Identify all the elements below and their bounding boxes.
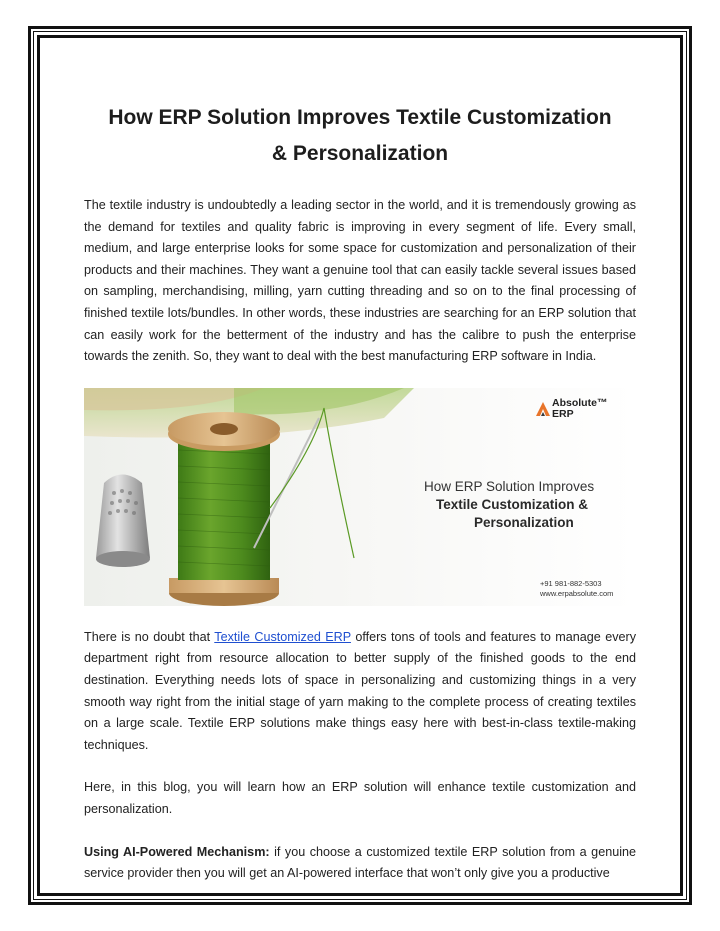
logo-text-line-2: ERP [552,407,574,420]
logo-text-line-1: Absolute™ [552,396,608,409]
hero-banner-image [84,388,636,606]
banner-heading [424,478,624,532]
textile-customized-erp-link[interactable]: Textile Customized ERP [214,629,351,644]
document-content [84,100,636,885]
paragraph-ai-powered [84,842,636,885]
banner-phone: +91 981-882-5303 [540,578,602,588]
title-line-2: & Personalization [271,142,449,165]
thimble-shape [96,474,150,567]
document-title [84,100,636,172]
spool-shape [168,412,280,606]
ai-powered-heading: Using AI-Powered Mechanism: [84,844,270,859]
banner-contact-info [540,579,613,599]
ai-powered-text: if you choose a customized textile ERP solution from a genuine service provider then you will get an AI-powered interface that won’t only give you a productive [84,844,637,881]
banner-heading-line-2: Textile Customization & [436,496,589,512]
banner-website: www.erpabsolute.com [540,588,614,598]
banner-heading-line-1: How ERP Solution Improves [424,478,595,494]
title-line-1: How ERP Solution Improves Textile Customization [108,106,612,129]
logo-mark-icon [536,402,550,416]
paragraph-2-rest: offers tons of tools and features to manage every department right from resource allocation to better supply of the finished goods to the end destination. Everything needs lots of space in personalizing and customizing things in a very smooth way right from the initial stage of yarn making to the complete process of creating textiles on a large scale. Textile ERP solutions make things easy here with best-in-class textile-making techniques. [84,629,637,752]
banner-heading-line-3: Personalization [474,514,574,530]
logo-text [552,398,607,420]
paragraph-2-lead: There is no doubt that [84,629,215,644]
paragraph-textile-erp [84,627,636,757]
paragraph-blog-intro: Here, in this blog, you will learn how an ERP solution will enhance textile customization and personalization. [84,780,636,816]
intro-paragraph: The textile industry is undoubtedly a leading sector in the world, and it is tremendously growing as the demand for textiles and quality fabric is improving in every segment of life. Every small, medium, and large enterprise looks for some space for customization and personalization of their products and their machines. They want a genuine tool that can easily tackle several issues based on sampling, merchandising, milling, yarn cutting threading and so on to the final processing of finished textile lots/bundles. In other words, these industries are searching for an ERP solution that can easily work for the betterment of the industry and has the calibre to push the enterprise towards the zenith. So, they want to deal with the best manufacturing ERP software in India. [84,198,636,364]
